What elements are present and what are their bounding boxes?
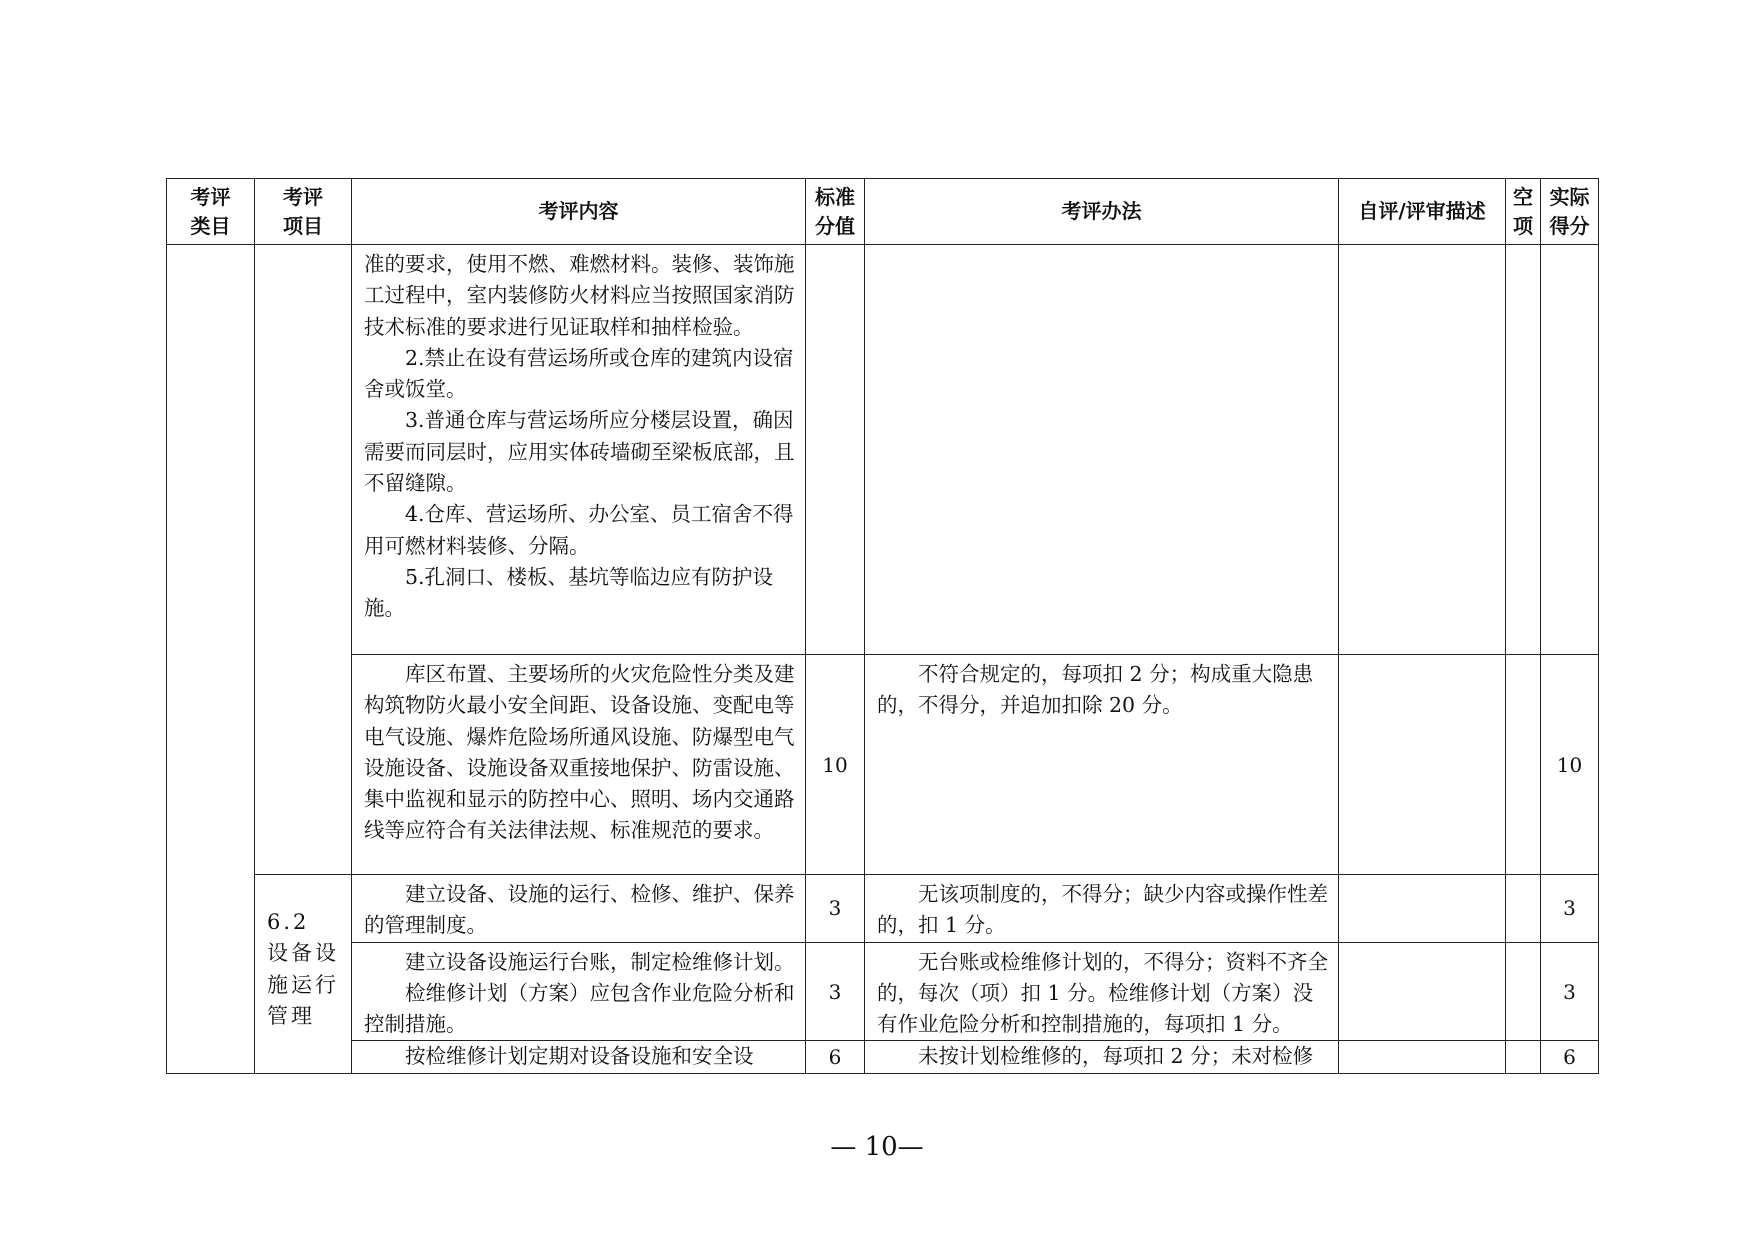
table-header-row (167, 179, 1599, 245)
score-cell: 3 (806, 942, 865, 1041)
table-row (167, 245, 1599, 655)
table-row (167, 655, 1599, 875)
method-paragraph: 未按计划检维修的，每项扣 2 分；未对检修 (918, 1044, 1314, 1069)
actual-score-cell: 3 (1541, 942, 1599, 1041)
empty-item-cell (1506, 875, 1541, 943)
content-paragraph: 3.普通仓库与营运场所应分楼层设置，确因需要而同层时，应用实体砖墙砌至梁板底部，且不留缝隙。 (364, 408, 795, 496)
score-cell: 10 (806, 655, 865, 875)
method-cell (865, 875, 1339, 943)
table-row (167, 875, 1599, 943)
description-cell (1339, 245, 1506, 655)
empty-item-cell (1506, 245, 1541, 655)
method-cell (865, 245, 1339, 655)
actual-score-cell: 6 (1541, 1041, 1599, 1073)
header-method: 考评办法 (865, 179, 1339, 245)
table-row (167, 1041, 1599, 1073)
content-paragraph: 库区布置、主要场所的火灾危险性分类及建构筑物防火最小安全间距、设备设施、变配电等电气设施、爆炸危险场所通风设施、防爆型电气设施设备、设施设备双重接地保护、防雷设施、集中监视和显示的防控中心、照明、场内交通路线等应符合有关法律法规、标准规范的要求。 (364, 662, 795, 843)
actual-score-cell: 3 (1541, 875, 1599, 943)
content-cell (352, 942, 806, 1041)
content-cell (352, 875, 806, 943)
content-paragraph: 建立设备设施运行台账，制定检维修计划。 (405, 949, 795, 974)
method-paragraph: 不符合规定的，每项扣 2 分；构成重大隐患的，不得分，并追加扣除 20 分。 (877, 662, 1314, 718)
header-description: 自评/评审描述 (1339, 179, 1506, 245)
item-cell-empty (255, 245, 352, 875)
evaluation-table (166, 178, 1599, 1074)
content-paragraph: 检维修计划（方案）应包含作业危险分析和控制措施。 (364, 980, 795, 1037)
actual-score-cell: 10 (1541, 655, 1599, 875)
header-standard-score: 标准 分值 (806, 179, 865, 245)
header-category: 考评 类目 (167, 179, 255, 245)
content-cell (352, 245, 806, 655)
empty-item-cell (1506, 1041, 1541, 1073)
evaluation-table-sheet (166, 178, 1599, 1074)
description-cell (1339, 655, 1506, 875)
table-row (167, 942, 1599, 1041)
category-cell (167, 245, 255, 1074)
method-cell (865, 942, 1339, 1041)
item-cell-6-2: 6.2 设备设施运行管理 (255, 875, 352, 1074)
description-cell (1339, 1041, 1506, 1073)
content-paragraph: 准的要求，使用不燃、难燃材料。装修、装饰施工过程中，室内装修防火材料应当按照国家消防技术标准的要求进行见证取样和抽样检验。 (364, 252, 795, 339)
content-cell (352, 1041, 806, 1073)
content-cell (352, 655, 806, 875)
method-paragraph: 无该项制度的，不得分；缺少内容或操作性差的，扣 1 分。 (877, 882, 1328, 938)
content-paragraph: 5.孔洞口、楼板、基坑等临边应有防护设施。 (364, 564, 774, 621)
method-paragraph: 无台账或检维修计划的，不得分；资料不齐全的，每次（项）扣 1 分。检维修计划（方案）没有作业危险分析和控制措施的，每项扣 1 分。 (877, 949, 1328, 1037)
description-cell (1339, 875, 1506, 943)
score-cell: 3 (806, 875, 865, 943)
score-cell: 6 (806, 1041, 865, 1073)
page-number: — 10— (830, 1132, 924, 1162)
empty-item-cell (1506, 655, 1541, 875)
header-empty-item: 空 项 (1506, 179, 1541, 245)
header-item: 考评 项目 (255, 179, 352, 245)
content-paragraph: 2.禁止在设有营运场所或仓库的建筑内设宿舍或饭堂。 (364, 345, 794, 402)
header-content: 考评内容 (352, 179, 806, 245)
header-actual-score: 实际 得分 (1541, 179, 1599, 245)
content-paragraph: 建立设备、设施的运行、检修、维护、保养的管理制度。 (364, 882, 795, 938)
content-paragraph: 按检维修计划定期对设备设施和安全设 (405, 1044, 754, 1069)
actual-score-cell (1541, 245, 1599, 655)
method-cell (865, 1041, 1339, 1073)
score-cell (806, 245, 865, 655)
content-paragraph: 4.仓库、营运场所、办公室、员工宿舍不得用可燃材料装修、分隔。 (364, 502, 794, 558)
method-cell (865, 655, 1339, 875)
empty-item-cell (1506, 942, 1541, 1041)
description-cell (1339, 942, 1506, 1041)
